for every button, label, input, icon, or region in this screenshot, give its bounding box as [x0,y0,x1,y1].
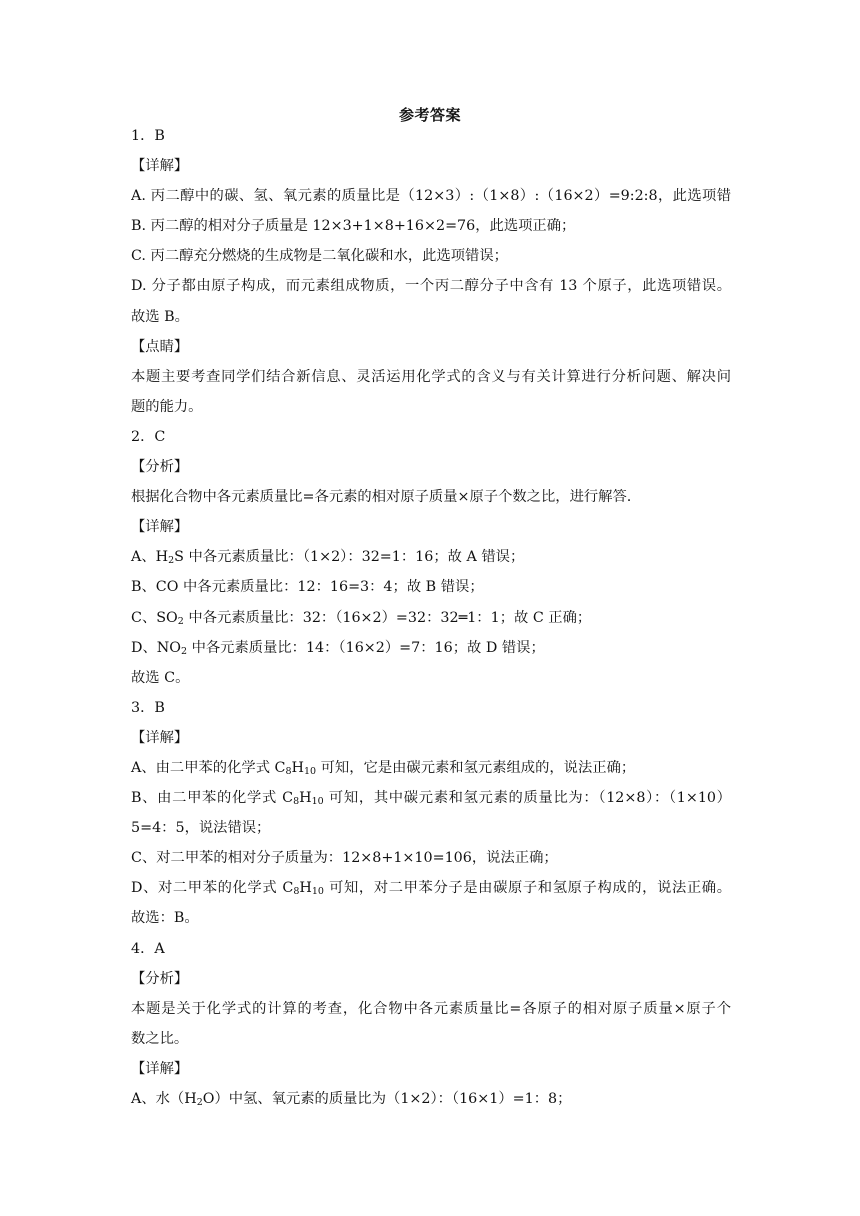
text-line [131,181,731,211]
text-line [131,693,731,723]
text-run: 【详解】 [131,519,189,536]
text-line [131,211,731,241]
text-run: D. 分子都由原子构成，而元素组成物质，一个丙二醇分子中含有 13 个原子，此选项错误。 [131,278,731,295]
text-line [131,302,731,332]
text-line [131,873,731,903]
text-run: D、NO [131,639,181,656]
text-run: B. 丙二醇的相对分子质量是 12×3+1×8+16×2=76，此选项正确； [131,218,576,235]
text-line [131,1024,731,1054]
text-run: C、对二甲苯的相对分子质量为：12×8+1×10=106，说法正确； [131,850,558,867]
subscript: 8 [293,796,300,808]
text-line [131,121,731,151]
text-run: 可知，它是由碳元素和氢元素组成的，说法正确； [316,759,636,776]
text-line [131,241,731,271]
text-run: 可知，其中碳元素和氢元素的质量比为：（12×8）：（1×10） [328,790,731,807]
text-run: 可知，对二甲苯分子是由碳原子和氢原子构成的，说法正确。 [323,880,731,897]
text-run: H [299,790,312,807]
text-run: C、SO [131,609,178,626]
text-line [131,332,731,362]
text-line [131,603,731,633]
subscript: 2 [181,645,188,657]
text-run: H [299,880,312,897]
text-line [131,994,731,1024]
text-line [131,512,731,542]
subscript: 8 [293,886,300,898]
text-line [131,783,731,813]
text-run: 4．A [131,940,165,957]
text-run: 【详解】 [131,158,189,175]
text-run: 中各元素质量比：32：（16×2）=32：32═1：1；故 C 正确； [183,609,592,626]
text-line [131,482,731,512]
text-line [131,633,731,663]
text-run: 中各元素质量比：14：（16×2）=7：16；故 D 错误； [187,639,545,656]
text-line [131,753,731,783]
text-run: 5=4：5，说法错误； [131,820,271,837]
text-run: 故选 B。 [131,308,189,325]
text-line [131,422,731,452]
text-run: B、由二甲苯的化学式 C [131,790,294,807]
text-line [131,542,731,572]
text-run: 2．C [131,428,166,445]
text-run: 本题主要考查同学们结合新信息、灵活运用化学式的含义与有关计算进行分析问题、解决问 [131,368,731,385]
subscript: 2 [177,615,184,627]
text-line [131,723,731,753]
answer-body [131,121,731,1114]
text-line [131,1054,731,1084]
text-run: H [291,759,304,776]
subscript: 2 [196,1097,203,1108]
text-run: A、由二甲苯的化学式 C [131,759,286,776]
page-title: 参考答案 [398,106,461,124]
subscript: 10 [311,886,324,898]
text-line [131,151,731,181]
text-run: 【详解】 [131,729,189,746]
subscript: 10 [304,765,317,777]
text-run: B、CO 中各元素质量比：12：16=3：4；故 B 错误； [131,579,484,596]
text-line [131,843,731,873]
subscript: 8 [285,765,292,777]
text-run: A、H [131,549,169,566]
text-line [131,452,731,482]
text-line [131,362,731,392]
text-run: 3．B [131,699,165,716]
subscript: 2 [168,555,175,567]
text-run: 【详解】 [131,1060,189,1077]
text-line [131,813,731,843]
text-line [131,392,731,422]
text-run: 题的能力。 [131,398,203,415]
text-run: A. 丙二醇中的碳、氢、氧元素的质量比是（12×3）:（1×8）:（16×2）=9:2:8，此选项错 [131,188,731,205]
text-run: 根据化合物中各元素质量比=各元素的相对原子质量×原子个数之比，进行解答. [131,489,632,506]
text-run: C. 丙二醇充分燃烧的生成物是二氧化碳和水，此选项错误； [131,248,508,265]
text-run: 【分析】 [131,459,189,476]
text-line [131,663,731,693]
text-run: 【分析】 [131,970,189,987]
text-line [131,572,731,602]
text-line [131,934,731,964]
text-run: S 中各元素质量比：（1×2）：32=1：16；故 A 错误； [174,549,525,566]
text-line [131,271,731,301]
text-line [131,903,731,933]
text-run: 【点睛】 [131,338,189,355]
text-run: D、对二甲苯的化学式 C [131,880,294,897]
text-run: 本题是关于化学式的计算的考查，化合物中各元素质量比=各原子的相对原子质量×原子个 [131,1000,731,1017]
text-run: 故选 C。 [131,669,190,686]
text-run: 故选：B。 [131,910,199,927]
text-line [131,964,731,994]
text-run: 数之比。 [131,1030,189,1047]
text-run: O）中氢、氧元素的质量比为（1×2）：（16×1）=1：8； [202,1091,572,1107]
text-line [131,1084,731,1114]
text-run: 1．B [131,128,165,144]
text-run: A、水（H [131,1091,197,1107]
subscript: 10 [311,796,324,808]
